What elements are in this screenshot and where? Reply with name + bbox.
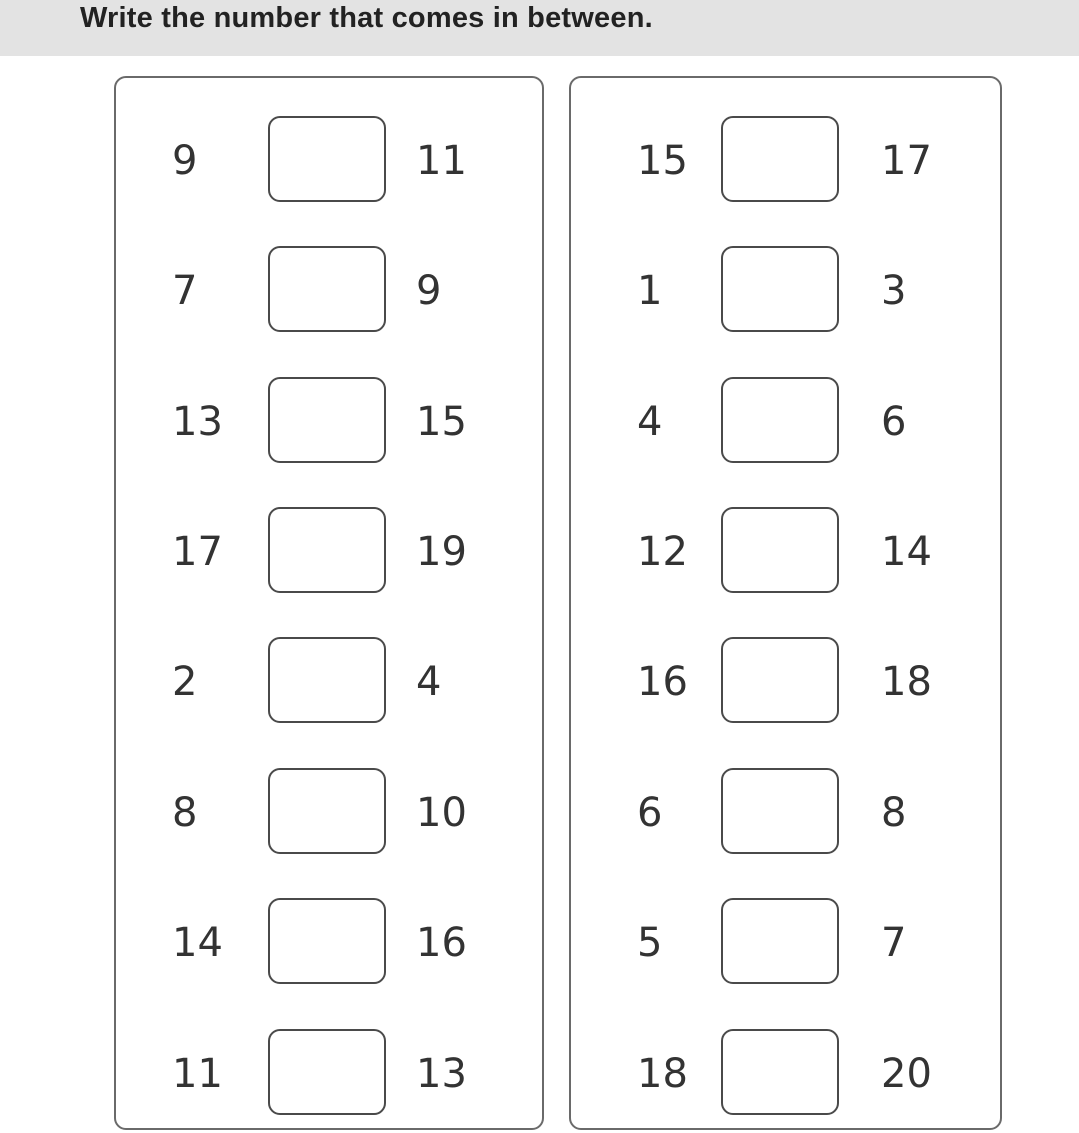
number-after: 13 bbox=[416, 1051, 467, 1097]
number-before: 2 bbox=[172, 659, 198, 705]
answer-box[interactable] bbox=[721, 1029, 839, 1115]
answer-box[interactable] bbox=[268, 637, 386, 723]
exercise-row bbox=[571, 1029, 1000, 1119]
exercise-row bbox=[116, 116, 542, 206]
exercise-row bbox=[571, 377, 1000, 467]
number-before: 8 bbox=[172, 790, 198, 836]
exercise-row bbox=[571, 637, 1000, 727]
exercise-panel-right bbox=[569, 76, 1002, 1130]
answer-box[interactable] bbox=[721, 116, 839, 202]
number-before: 16 bbox=[637, 659, 688, 705]
exercise-row bbox=[571, 898, 1000, 988]
number-after: 16 bbox=[416, 920, 467, 966]
number-before: 5 bbox=[637, 920, 663, 966]
exercise-row bbox=[571, 246, 1000, 336]
number-after: 9 bbox=[416, 268, 442, 314]
number-after: 8 bbox=[881, 790, 907, 836]
instruction-banner bbox=[0, 0, 1079, 56]
answer-box[interactable] bbox=[268, 246, 386, 332]
number-before: 18 bbox=[637, 1051, 688, 1097]
answer-box[interactable] bbox=[268, 898, 386, 984]
exercise-row bbox=[116, 507, 542, 597]
answer-box[interactable] bbox=[268, 1029, 386, 1115]
exercise-row bbox=[116, 768, 542, 858]
exercise-panel-left bbox=[114, 76, 544, 1130]
number-after: 3 bbox=[881, 268, 907, 314]
answer-box[interactable] bbox=[721, 898, 839, 984]
exercise-row bbox=[116, 637, 542, 727]
exercise-row bbox=[116, 1029, 542, 1119]
number-after: 7 bbox=[881, 920, 907, 966]
number-before: 13 bbox=[172, 399, 223, 445]
number-before: 1 bbox=[637, 268, 663, 314]
instruction-text: Write the number that comes in between. bbox=[80, 2, 653, 34]
number-after: 14 bbox=[881, 529, 932, 575]
answer-box[interactable] bbox=[721, 768, 839, 854]
exercise-row bbox=[571, 507, 1000, 597]
answer-box[interactable] bbox=[721, 246, 839, 332]
number-before: 14 bbox=[172, 920, 223, 966]
answer-box[interactable] bbox=[268, 507, 386, 593]
number-after: 6 bbox=[881, 399, 907, 445]
number-after: 15 bbox=[416, 399, 467, 445]
number-after: 17 bbox=[881, 138, 932, 184]
number-after: 19 bbox=[416, 529, 467, 575]
number-before: 7 bbox=[172, 268, 198, 314]
answer-box[interactable] bbox=[268, 377, 386, 463]
number-before: 17 bbox=[172, 529, 223, 575]
answer-box[interactable] bbox=[721, 507, 839, 593]
exercise-row bbox=[116, 246, 542, 336]
number-before: 11 bbox=[172, 1051, 223, 1097]
exercise-row bbox=[571, 768, 1000, 858]
number-after: 11 bbox=[416, 138, 467, 184]
number-after: 18 bbox=[881, 659, 932, 705]
number-before: 4 bbox=[637, 399, 663, 445]
number-after: 4 bbox=[416, 659, 442, 705]
number-before: 15 bbox=[637, 138, 688, 184]
answer-box[interactable] bbox=[721, 637, 839, 723]
exercise-row bbox=[116, 898, 542, 988]
answer-box[interactable] bbox=[721, 377, 839, 463]
exercise-row bbox=[116, 377, 542, 467]
answer-box[interactable] bbox=[268, 768, 386, 854]
number-after: 10 bbox=[416, 790, 467, 836]
answer-box[interactable] bbox=[268, 116, 386, 202]
number-before: 12 bbox=[637, 529, 688, 575]
number-before: 9 bbox=[172, 138, 198, 184]
number-after: 20 bbox=[881, 1051, 932, 1097]
number-before: 6 bbox=[637, 790, 663, 836]
exercise-row bbox=[571, 116, 1000, 206]
